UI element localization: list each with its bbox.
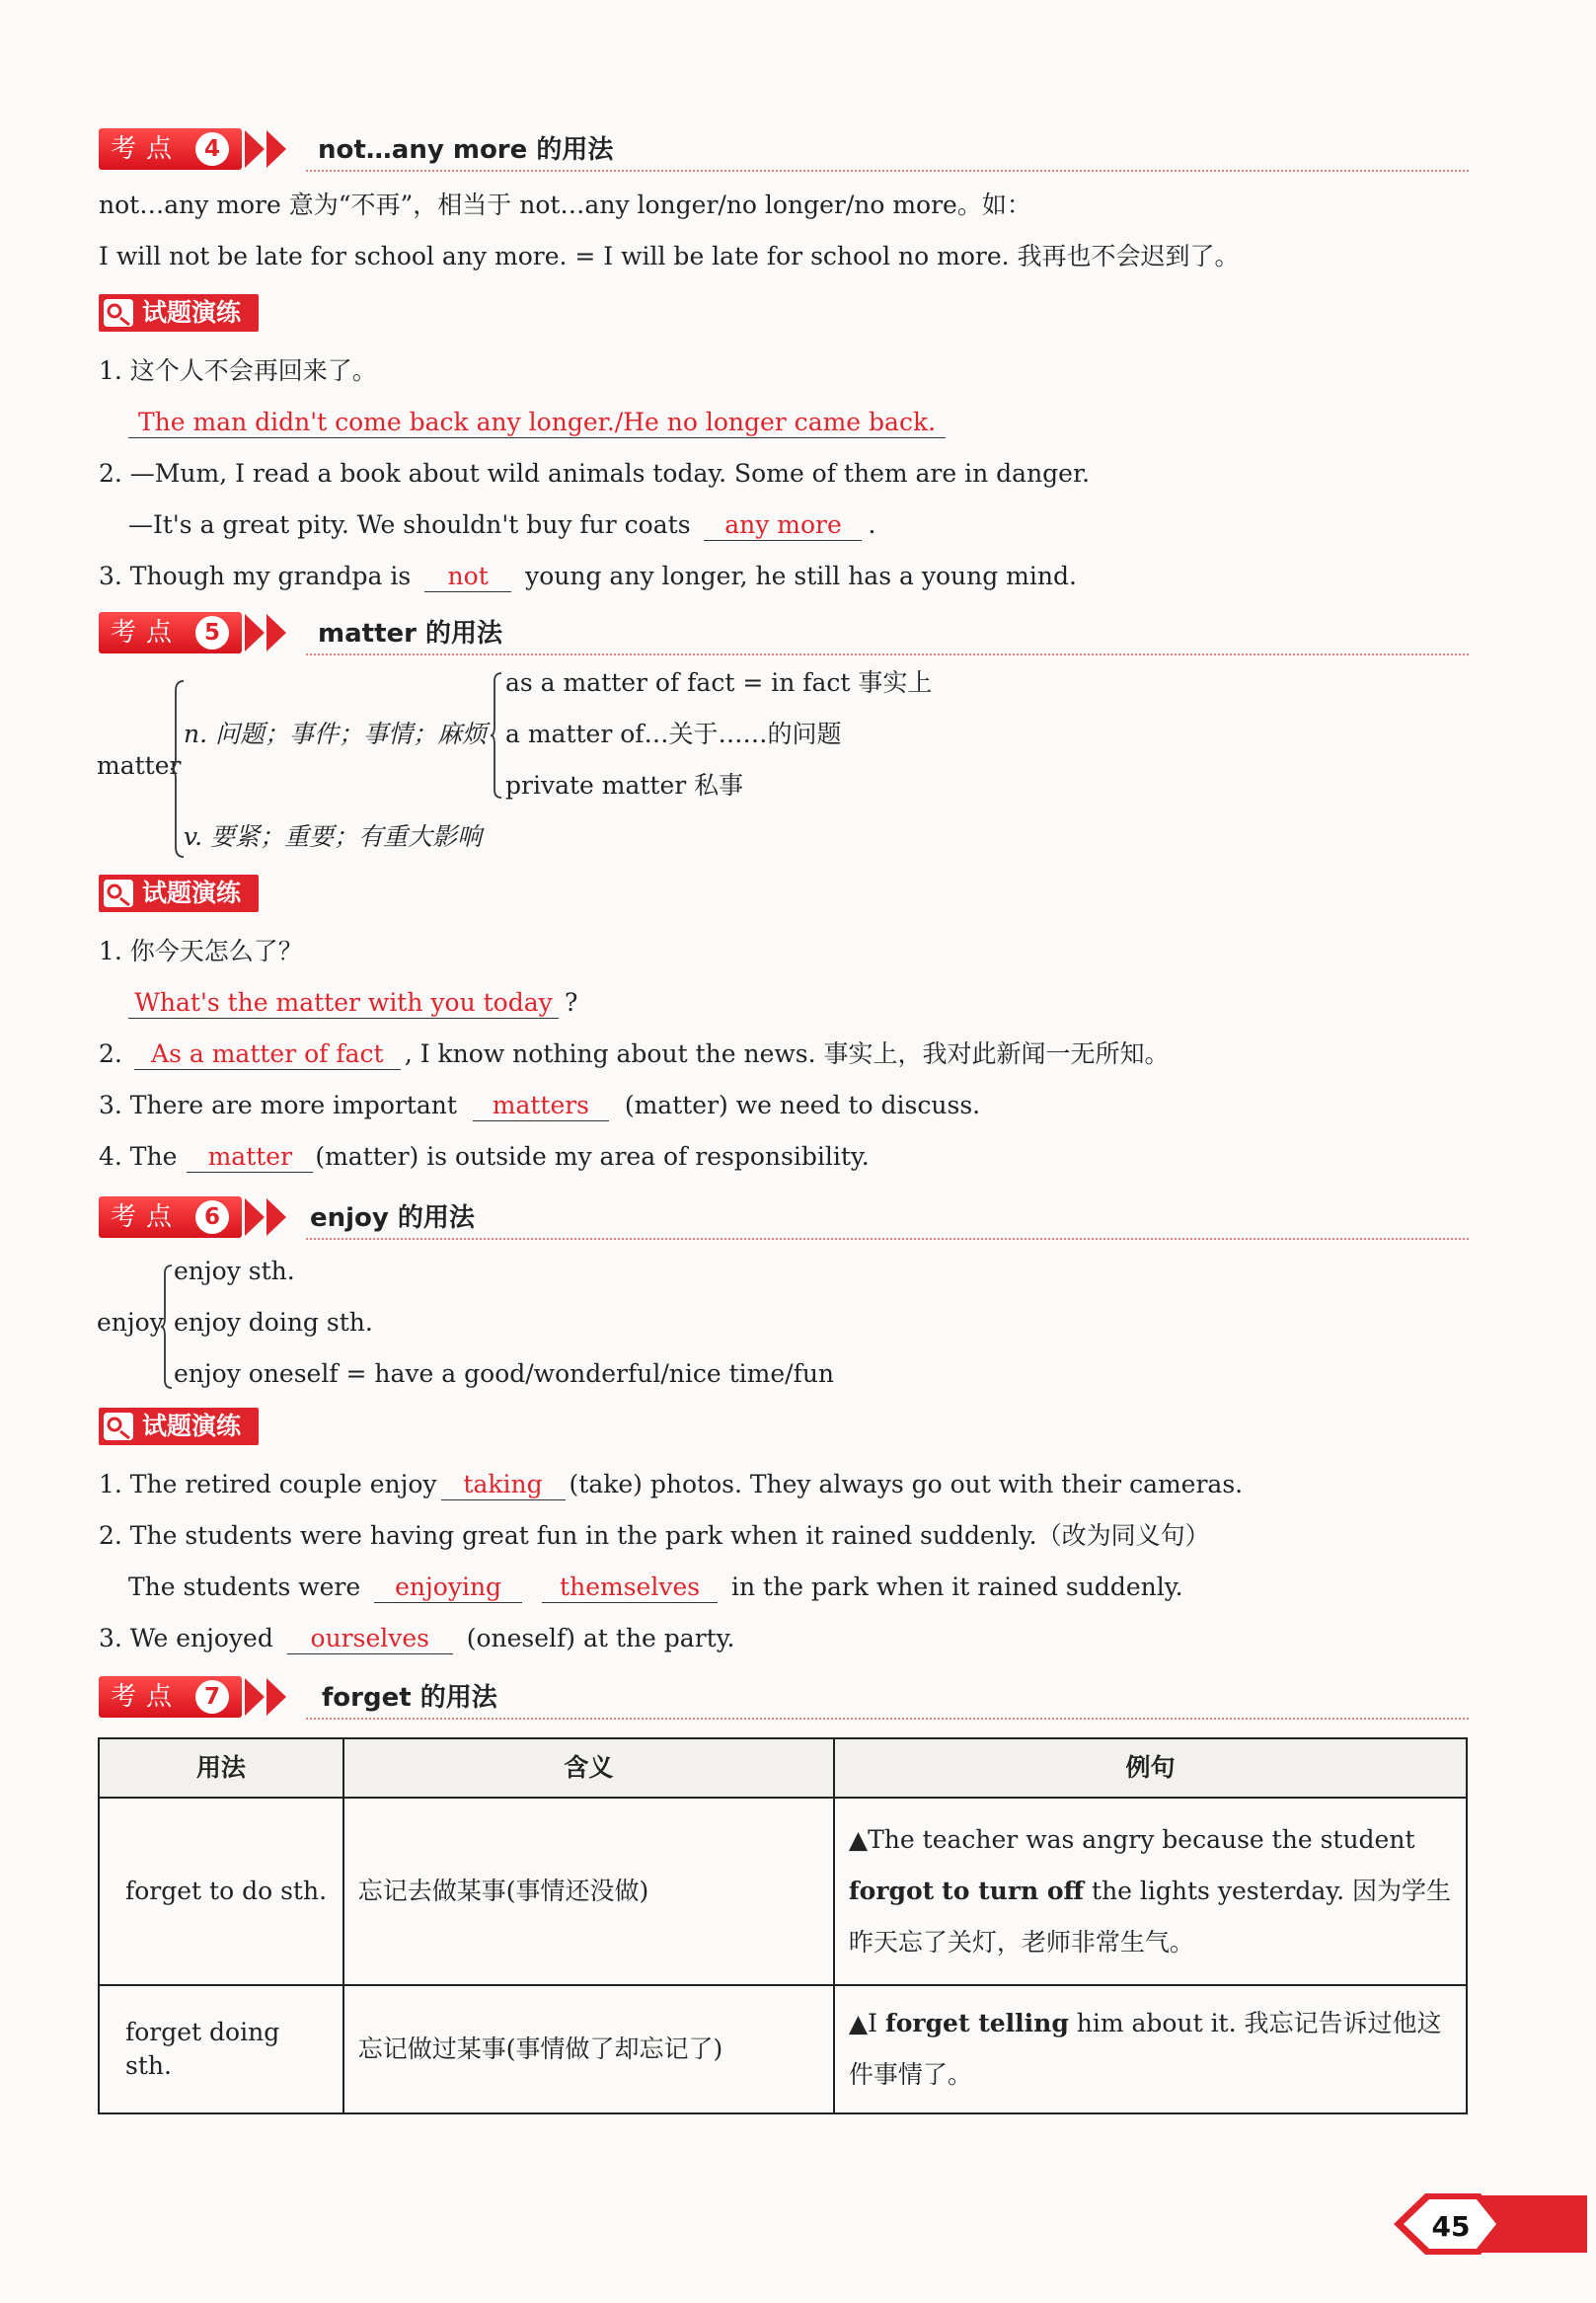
section-number: 5	[195, 616, 229, 650]
answer-blank: As a matter of fact	[134, 1039, 401, 1070]
enjoy-item: enjoy sth.	[174, 1257, 295, 1285]
page-number-tab	[1390, 2189, 1587, 2259]
section-number: 7	[195, 1680, 229, 1714]
column-header: 含义	[343, 1738, 834, 1798]
exercise-header-label: 试题演练	[99, 1408, 259, 1445]
s5-q2: 2. As a matter of fact , I know nothing about the news. 事实上，我对此新闻一无所知。	[99, 1039, 1170, 1068]
double-arrow-icon	[245, 1196, 304, 1238]
section-badge: 考点	[99, 612, 242, 653]
section-badge: 考点	[99, 1676, 242, 1718]
s4-intro: not…any more 意为“不再”，相当于 not…any longer/no longer/no more。如：	[99, 191, 1031, 219]
table-row	[99, 1798, 1467, 1985]
section-5-header	[99, 610, 1469, 659]
s5-q1-answer-line: What's the matter with you today ?	[128, 987, 577, 1019]
answer-blank: ourselves	[287, 1624, 453, 1654]
section-4-header	[99, 126, 1469, 176]
section-title: enjoy 的用法	[310, 1203, 475, 1233]
enjoy-item: enjoy doing sth.	[174, 1308, 373, 1337]
section-badge: 考点	[99, 1196, 242, 1238]
section-title: not…any more 的用法	[318, 135, 614, 165]
s5-q4: 4. The matter (matter) is outside my area of responsibility.	[99, 1142, 870, 1171]
section-title: matter 的用法	[318, 619, 503, 649]
dotted-divider	[306, 170, 1469, 172]
matter-n-item: private matter 私事	[505, 771, 744, 800]
brace	[490, 671, 503, 800]
exercise-icon	[103, 879, 134, 908]
answer-blank: matter	[187, 1142, 313, 1173]
s5-q1: 1. 你今天怎么了？	[99, 937, 303, 965]
double-arrow-icon	[245, 612, 304, 653]
s6-q2a: 2. The students were having great fun in the park when it rained suddenly.（改为同义句）	[99, 1521, 1210, 1550]
section-number: 4	[195, 132, 229, 166]
table-row	[99, 1985, 1467, 2113]
exercise-icon	[103, 298, 134, 328]
example-cell: ▲The teacher was angry because the student forgot to turn off the lights yesterday. 因为学生昨天忘了关灯，老师非常生气。	[834, 1798, 1467, 1985]
meaning-cell: 忘记做过某事(事情做了却忘记了)	[343, 1985, 834, 2113]
exercise-header	[99, 1408, 266, 1447]
matter-root: matter	[97, 751, 182, 780]
section-number: 6	[195, 1200, 229, 1234]
enjoy-item: enjoy oneself = have a good/wonderful/nice time/fun	[174, 1359, 835, 1388]
s4-q2a: 2. —Mum, I read a book about wild animals today. Some of them are in danger.	[99, 459, 1091, 488]
double-arrow-icon	[245, 1676, 304, 1718]
enjoy-root: enjoy	[97, 1308, 164, 1337]
matter-n-item: as a matter of fact = in fact 事实上	[505, 668, 933, 697]
exercise-header	[99, 294, 266, 334]
exercise-header-label: 试题演练	[99, 875, 259, 912]
matter-noun: n. 问题；事件；事情；麻烦	[184, 720, 487, 748]
answer-blank: any more	[704, 510, 862, 541]
s6-q1: 1. The retired couple enjoy taking (take) photos. They always go out with their cameras.	[99, 1470, 1244, 1498]
answer-blank: taking	[441, 1470, 566, 1500]
brace	[160, 1264, 174, 1390]
answer-blank: matters	[473, 1091, 609, 1121]
answer-blank: not	[424, 562, 511, 592]
double-arrow-icon	[245, 128, 304, 170]
page-number: 45	[1431, 2210, 1471, 2243]
dotted-divider	[306, 653, 1469, 655]
exercise-header	[99, 875, 266, 914]
exercise-header-label: 试题演练	[99, 294, 259, 332]
usage-cell: forget to do sth.	[99, 1798, 343, 1985]
section-6-header	[99, 1194, 1469, 1244]
meaning-cell: 忘记去做某事(事情还没做)	[343, 1798, 834, 1985]
s4-q2b: —It's a great pity. We shouldn't buy fur coats any more .	[128, 510, 876, 539]
section-7-header	[99, 1674, 1469, 1724]
s4-q3: 3. Though my grandpa is not young any longer, he still has a young mind.	[99, 562, 1077, 590]
usage-cell: forget doing sth.	[99, 1985, 343, 2113]
example-cell: ▲I forget telling him about it. 我忘记告诉过他这件事情了。	[834, 1985, 1467, 2113]
answer-blank: What's the matter with you today	[128, 988, 559, 1019]
s4-example: I will not be late for school any more. = I will be late for school no more. 我再也不会迟到了。	[99, 242, 1240, 270]
answer-blank: The man didn't come back any longer./He no longer came back.	[128, 408, 946, 438]
dotted-divider	[306, 1718, 1469, 1720]
dotted-divider	[306, 1238, 1469, 1240]
answer-blank: themselves	[542, 1573, 718, 1603]
s6-q2b: The students were enjoying themselves in the park when it rained suddenly.	[128, 1573, 1183, 1601]
matter-verb: v. 要紧；重要；有重大影响	[184, 822, 483, 851]
answer-blank: enjoying	[374, 1573, 522, 1603]
column-header: 例句	[834, 1738, 1467, 1798]
forget-usage-table	[98, 1737, 1468, 2114]
section-title: forget 的用法	[322, 1683, 497, 1713]
matter-n-item: a matter of…关于……的问题	[505, 720, 842, 748]
exercise-icon	[103, 1412, 134, 1441]
table-header-row	[99, 1738, 1467, 1798]
s5-q3: 3. There are more important matters (matter) we need to discuss.	[99, 1091, 981, 1119]
s6-q3: 3. We enjoyed ourselves (oneself) at the party.	[99, 1624, 735, 1652]
s4-q1: 1. 这个人不会再回来了。	[99, 356, 377, 385]
column-header: 用法	[99, 1738, 343, 1798]
section-badge: 考点	[99, 128, 242, 170]
